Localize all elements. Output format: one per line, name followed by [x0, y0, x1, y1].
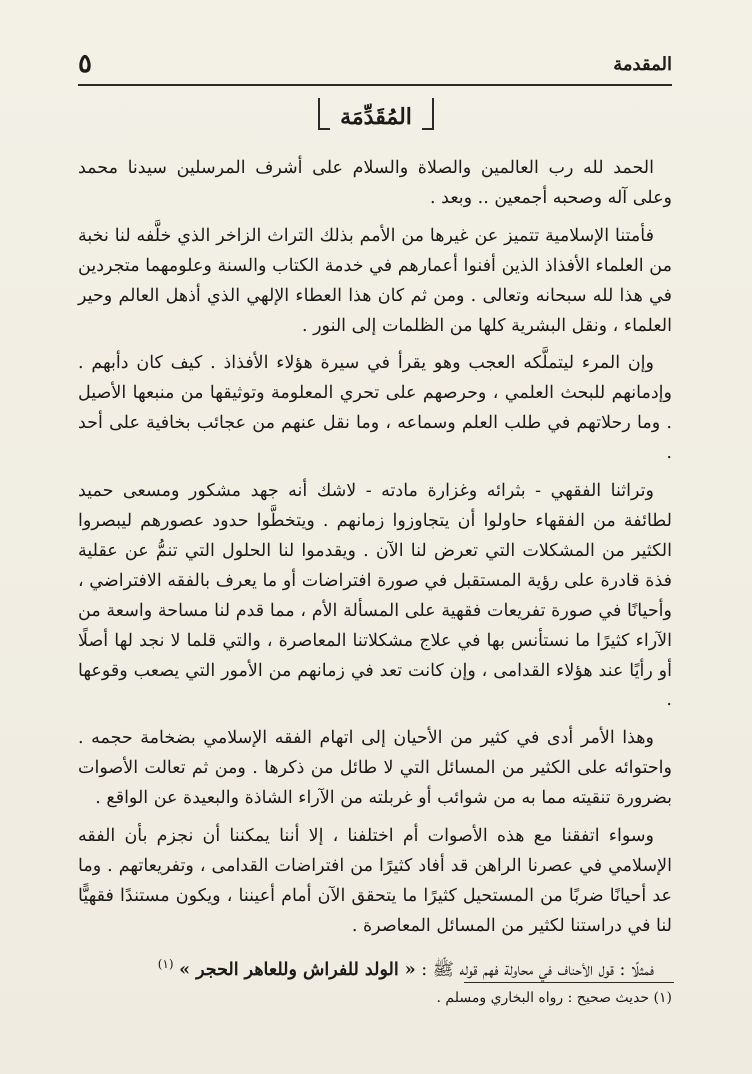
running-head: المقدمة [613, 53, 672, 75]
page-header [78, 44, 672, 86]
hadith-quote: « الولد للفراش وللعاهر الحجر » [179, 959, 416, 980]
page-number: ٥ [78, 49, 92, 79]
title-bracket-right [422, 98, 434, 130]
paragraph-last [78, 950, 672, 986]
paragraph: وسواء اتفقنا مع هذه الأصوات أم اختلفنا ، إلا أننا يمكننا أن نجزم بأن الفقه الإسلامي في عصرنا الراهن قد أفاد كثيرًا من افتراضات القدامى ، وتفريعاتهم . وما عد أحيانًا ضربًا من المستحيل كثيرًا ما يتحقق الآن أمام أعيننا ، ويكون مستندًا فقهيًّا لنا في دراستنا لكثير من المسائل المعاصرة . [78, 826, 672, 936]
paragraph: وتراثنا الفقهي - بثرائه وغزارة مادته - لاشك أنه جهد مشكور ومسعى حميد لطائفة من الفقهاء حاولوا أن يتجاوزوا زمانهم . ويتخطَّوا حدود عصورهم ليبصروا الكثير من المشكلات التي تعرض لنا الآن . ويقدموا لنا الحلول التي تنمُّ عن عقلية فذة قادرة على رؤية المستقبل في صورة افتراضات أو ما يعرف بالفقه الافتراضي ، وأحيانًا في صورة تفريعات فقهية على المسألة الأم ، مما قدم لنا مساحة واسعة من الآراء كثيرًا ما نستأنس بها في علاج مشكلاتنا المعاصرة ، والتي قلما لا نجد لها أصلًا أو رأيًا عند هؤلاء القدامى ، وإن كانت تعد في زمانهم من الأمور التي يصعب وقوعها . [78, 481, 672, 711]
footnote: (١) حديث صحيح : رواه البخاري ومسلم . [436, 990, 672, 1006]
body-text [78, 148, 672, 993]
paragraph: فأمتنا الإسلامية تتميز عن غيرها من الأمم بذلك التراث الزاخر الذي خلَّفه لنا نخبة من العلماء الأفذاذ الذين أفنوا أعمارهم في خدمة الكتاب والسنة وعلومهما متجردين في هذا لله سبحانه وتعالى . ومن ثم كان هذا العطاء الإلهي الذي أذهل العالم وحير العلماء ، ونقل البشرية كلها من الظلمات إلى النور . [78, 225, 672, 336]
title-bracket-left [318, 98, 330, 130]
section-title-text: المُقَدِّمَة [340, 104, 412, 130]
section-title [320, 98, 432, 136]
paragraph-lead: فمثلًا : قول الأحناف في محاولة فهم قوله ﷺ : [415, 959, 654, 980]
paragraph: وإن المرء ليتملَّكه العجب وهو يقرأ في سيرة هؤلاء الأفذاذ . كيف كان دأبهم . وإدمانهم للبحث العلمي ، وحرصهم على تحري المعلومة وتوثيقها من منبعها الأصيل . وما رحلاتهم في طلب العلم وسماعه ، وما نقل عنهم من عجائب بخافية على أحد . [78, 353, 672, 464]
footnote-separator [464, 982, 674, 983]
paragraph: وهذا الأمر أدى في كثير من الأحيان إلى اتهام الفقه الإسلامي بضخامة حجمه . واحتوائه على الكثير من المسائل التي لا طائل من ذكرها . ومن ثم تعالت الأصوات بضرورة تنقيته مما به من شوائب أو غربلته من الآراء الشاذة والبعيدة عن الواقع . [78, 728, 672, 809]
footnote-marker: (١) [157, 956, 174, 971]
paragraph: الحمد لله رب العالمين والصلاة والسلام على أشرف المرسلين سيدنا محمد وعلى آله وصحبه أجمعين .. وبعد . [78, 158, 672, 208]
